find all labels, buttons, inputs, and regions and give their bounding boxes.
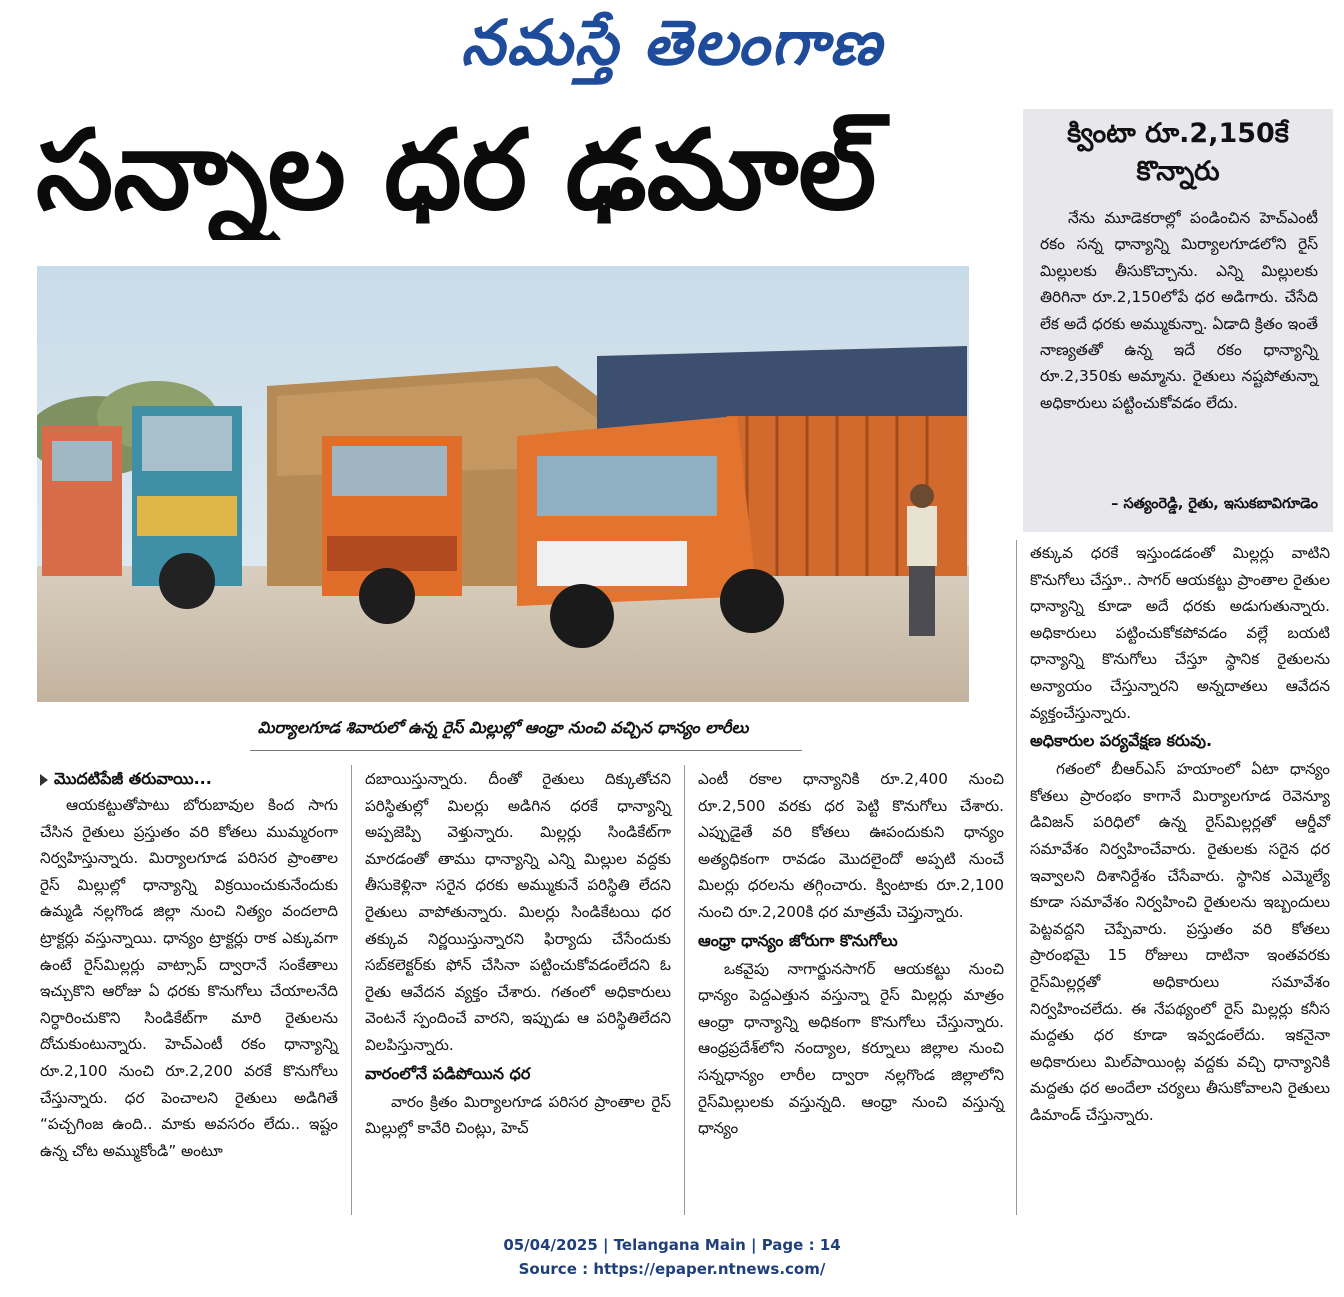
subheading: వారంలోనే పడిపోయిన ధర [365, 1063, 531, 1083]
article-column-2 [365, 766, 671, 1142]
trucks-illustration [37, 266, 969, 702]
paragraph: ఆయకట్టుతోపాటు బోరుబావుల కింద సాగు చేసిన రైతులు ప్రస్తుతం వరి కోతలు ముమ్మరంగా నిర్వహిస్తున్నారు. మిర్యాలగూడ పరిసర ప్రాంతాల రైస్ మిల్లుల్లో ధాన్యాన్ని విక్రయించుకునేందుకు ఉమ్మడి నల్లగొండ జిల్లా నుంచి నిత్యం వందలాది ట్రాక్టర్లు వస్తున్నాయి. ధాన్యం ట్రాక్టర్లు రాక ఎక్కువగా ఉంటే రైస్‌మిల్లర్లు వాట్సాప్ ద్వారానే సంకేతాలు ఇచ్చుకొని ఆరోజు ఏ ధరకు కొనుగోలు చేయాలనేది నిర్ధారించుకొని సిండికేట్‌గా మారి రైతులను దోచుకుంటున్నారు. హెచ్ఎంటీ రకం ధాన్యాన్ని రూ.2,100 నుంచి రూ.2,200 వరకే కొనుగోలు చేస్తున్నారు. ధర పెంచాలని రైతులు అడిగితే “పచ్చగింజ ఉంది.. మాకు అవసరం లేదు.. ఇష్టం ఉన్న చోట అమ్ముకోండి” అంటూ [40, 796, 338, 1160]
paragraph: తక్కువ ధరకే ఇస్తుండడంతో మిల్లర్లు వాటిని కొనుగోలు చేస్తూ.. సాగర్ ఆయకట్టు ప్రాంతాల రైతుల ధాన్యాన్ని కూడా అదే ధరకు అడుగుతున్నారు. అధికారులు పట్టించుకోకపోవడం వల్లే బయటి ధాన్యాన్ని కొనుగోలు చేస్తూ స్థానిక రైతులను అన్యాయం చేస్తున్నారని అన్నదాతలు ఆవేదన వ్యక్తంచేస్తున్నారు. [1030, 544, 1330, 722]
news-photo [37, 266, 969, 702]
subheading: ఆంధ్రా ధాన్యం జోరుగా కొనుగోలు [698, 930, 898, 950]
photo-caption: మిర్యాలగూడ శివారులో ఉన్న రైస్ మిల్లుల్లో ఆంధ్రా నుంచి వచ్చిన ధాన్యం లారీలు [257, 718, 749, 737]
sidebar-title: క్వింటా రూ.2,150కే కొన్నారు [1067, 118, 1289, 187]
kicker-text: మొదటిపేజీ తరువాయి... [54, 769, 212, 788]
headline: సన్నాల ధర ఢమాల్ [36, 106, 877, 234]
paragraph: దబాయిస్తున్నారు. దీంతో రైతులు దిక్కుతోచని పరిస్థితుల్లో మిలర్లు అడిగిన ధరకే ధాన్యాన్ని అప్పజెప్పి వెళ్తున్నారు. మిల్లర్లు సిండికేట్‌గా మారడంతో తాము ధాన్యాన్ని ఎన్ని మిల్లుల వద్దకు తీసుకెళ్లినా సరైన ధరకు అమ్ముకునే పరిస్థితి లేదని రైతులు వాపోతున్నారు. మిలర్లు సిండికేటయి ధర తక్కువ నిర్ణయిస్తున్నారని ఫిర్యాదు చేసేందుకు సబ్‌కలెక్టర్‌కు ఫోన్ చేసినా పట్టించుకోవడంలేదని ఓ రైతు ఆవేదన వ్యక్తం చేశారు. గతంలో అధికారులు వెంటనే స్పందించే వారని, ఇప్పుడు ఆ పరిస్థితిలేదని విలపిస్తున్నారు. [365, 770, 671, 1054]
continuation-kicker [40, 766, 338, 792]
paragraph: గతంలో బీఆర్ఎస్ హయాంలో ఏటా ధాన్యం కోతలు ప్రారంభం కాగానే మిర్యాలగూడ రెవెన్యూ డివిజన్ పరిధిలో ఉన్న రైస్‌మిల్లర్లతో ఆర్డీవో సమావేశం నిర్వహించేవారు. రైతులకు సరైన ధర ఇవ్వాలని దిశానిర్దేశం చేసేవారు. స్థానిక ఎమ్మెల్యే కూడా సమావేశం నిర్వహించి రైతులను ఇబ్బందులు పెట్టవద్దని చెప్పేవారు. ప్రస్తుతం వరి కోతలు ప్రారంభమై 15 రోజులు దాటినా ఇంతవరకు రైస్‌మిల్లర్లతో అధికారులు సమావేశం నిర్వహించలేదు. ఈ నేపథ్యంలో రైస్ మిల్లర్లు కనీస మద్దతు ధర కూడా ఇవ్వడంలేదు. ఇకనైనా అధికారులు మిల్‌పాయింట్ల వద్దకు వచ్చి ధాన్యానికి మద్దతు ధర అందేలా చర్యలు తీసుకోవాలని రైతులు డిమాండ్ చేస్తున్నారు. [1030, 760, 1330, 1124]
column-rule [351, 765, 352, 1215]
paragraph: వారం క్రితం మిర్యాలగూడ పరిసర ప్రాంతాల రైస్ మిల్లుల్లో కావేరి చింట్లు, హెచ్ [365, 1092, 671, 1138]
caption-rule [250, 750, 802, 751]
triangle-icon [40, 774, 48, 786]
article-column-4 [1030, 540, 1330, 1128]
sidebar-signature: – సత్యంరెడ్డి, రైతు, ఇసుకబావిగూడెం [1111, 496, 1318, 512]
sidebar-body [1040, 205, 1318, 416]
article-column-3 [698, 766, 1004, 1142]
footer-date-page: 05/04/2025 | Telangana Main | Page : 14 [503, 1236, 841, 1254]
footer-source-link[interactable]: Source : https://epaper.ntnews.com/ [518, 1260, 826, 1278]
column-rule [684, 765, 685, 1215]
masthead-logo: నమస్తే తెలంగాణ [460, 6, 884, 79]
sidebar-paragraph: నేను మూడెకరాల్లో పండించిన హెచ్ఎంటీ రకం సన్న ధాన్యాన్ని మిర్యాలగూడలోని రైస్ మిల్లులకు తీసుకొచ్చాను. ఎన్ని మిల్లులకు తిరిగినా రూ.2,150లోపే ధర అడిగారు. చేసేది లేక అదే ధరకు అమ్ముకున్నా. ఏడాది క్రితం ఇంతే నాణ్యతతో ఉన్న ఇదే రకం ధాన్యాన్ని రూ.2,350కు అమ్మాను. రైతులు నష్టపోతున్నా అధికారులు పట్టించుకోవడం లేదు. [1040, 209, 1318, 412]
subheading: అధికారుల పర్యవేక్షణ కరువు. [1030, 731, 1213, 751]
paragraph: ఎంటీ రకాల ధాన్యానికి రూ.2,400 నుంచి రూ.2,500 వరకు ధర పెట్టి కొనుగోలు చేశారు. ఎప్పుడైతే వరి కోతలు ఊపందుకుని ధాన్యం అత్యధికంగా రావడం మొదలైందో అప్పటి నుంచే మిలర్లు ధరలను తగ్గించారు. క్వింటాకు రూ.2,100 నుంచి రూ.2,200కి ధర మాత్రమే చెప్తున్నారు. [698, 770, 1004, 921]
column-rule [1016, 540, 1017, 1215]
paragraph: ఒకవైపు నాగార్జునసాగర్ ఆయకట్టు నుంచి ధాన్యం పెద్దఎత్తున వస్తున్నా రైస్ మిల్లర్లు మాత్రం ఆంధ్రా ధాన్యాన్ని అధికంగా కొనుగోలు చేస్తున్నారు. ఆంధ్రప్రదేశ్‌లోని నంద్యాల, కర్నూలు జిల్లాల నుంచి సన్నధాన్యం లారీల ద్వారా నల్లగొండ జిల్లాలోని రైస్‌మిల్లులకు వస్తున్నది. ఆంధ్రా నుంచి వస్తున్న ధాన్యం [698, 959, 1004, 1138]
article-column-1 [40, 766, 338, 1164]
